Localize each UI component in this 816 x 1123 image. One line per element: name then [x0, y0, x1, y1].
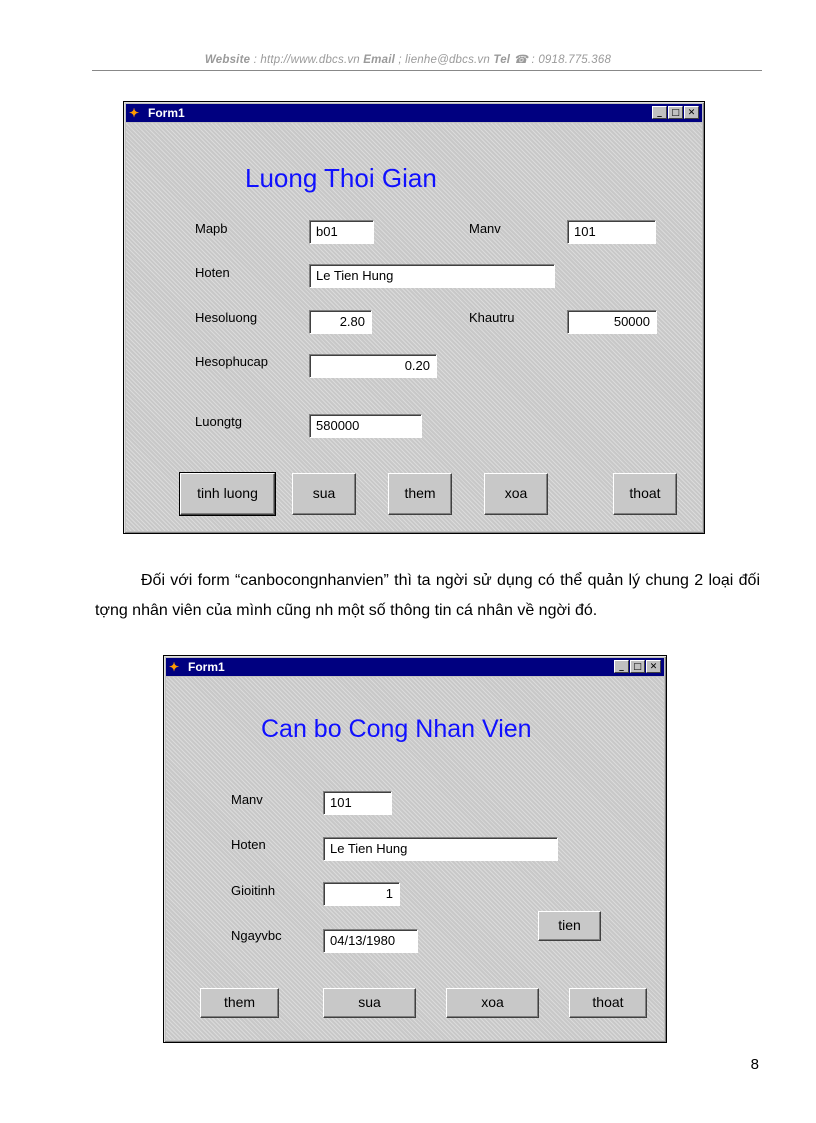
them-button[interactable]: them [200, 988, 279, 1018]
thoat-button[interactable]: thoat [613, 473, 677, 515]
hoten-label: Hoten [195, 265, 230, 280]
khautru-input[interactable]: 50000 [567, 310, 657, 334]
form2-heading: Can bo Cong Nhan Vien [261, 715, 532, 743]
website-value: : http://www.dbcs.vn [253, 54, 360, 66]
hoten-input[interactable]: Le Tien Hung [309, 264, 555, 288]
them-button[interactable]: them [388, 473, 452, 515]
sua-button[interactable]: sua [323, 988, 416, 1018]
close-button[interactable]: ✕ [684, 106, 699, 119]
hesoluong-label: Hesoluong [195, 310, 258, 325]
website-label: Website [204, 54, 251, 66]
hoten-input[interactable]: Le Tien Hung [323, 837, 558, 861]
maximize-button[interactable]: □ [668, 106, 683, 119]
hoten-label: Hoten [231, 837, 266, 852]
email-value: ; lienhe@dbcs.vn [398, 54, 490, 66]
mapb-label: Mapb [195, 221, 228, 236]
xoa-button[interactable]: xoa [484, 473, 548, 515]
khautru-label: Khautru [469, 310, 515, 325]
tien-button[interactable]: tien [538, 911, 601, 941]
manv-label: Manv [231, 792, 263, 807]
hesoluong-input[interactable]: 2.80 [309, 310, 372, 334]
thoat-button[interactable]: thoat [569, 988, 647, 1018]
tel-label: Tel [493, 54, 511, 66]
gioitinh-label: Gioitinh [231, 883, 276, 898]
sua-button[interactable]: sua [292, 473, 356, 515]
gioitinh-input[interactable]: 1 [323, 882, 400, 906]
ngayvbc-label: Ngayvbc [231, 928, 282, 943]
page-header [0, 52, 816, 66]
email-label: Email [363, 54, 395, 66]
form2-title: Form1 [188, 660, 225, 674]
hesophucap-input[interactable]: 0.20 [309, 354, 437, 378]
ngayvbc-input[interactable]: 04/13/1980 [323, 929, 418, 953]
form1-heading: Luong Thoi Gian [245, 163, 437, 193]
close-button[interactable]: ✕ [646, 660, 661, 673]
page-number: 8 [750, 1056, 759, 1073]
paragraph-text: Đối với form “canbocongnhanvien” thì ta ngời sử dụng có thể quản lý chung 2 loại đối tợng nhân viên của mình cũng nh một số thông tin cá nhân về ngời đó. [95, 572, 760, 619]
luongtg-input[interactable]: 580000 [309, 414, 422, 438]
manv-input[interactable]: 101 [323, 791, 392, 815]
minimize-button[interactable]: _ [614, 660, 629, 673]
form1-window [123, 101, 705, 534]
mapb-input[interactable]: b01 [309, 220, 374, 244]
fox-app-icon: ✦ [129, 106, 140, 120]
manv-label: Manv [469, 221, 501, 236]
header-divider [92, 70, 762, 71]
minimize-button[interactable]: _ [652, 106, 667, 119]
form1-title: Form1 [148, 106, 185, 120]
manv-input[interactable]: 101 [567, 220, 656, 244]
maximize-button[interactable]: □ [630, 660, 645, 673]
form2-titlebar[interactable] [166, 658, 664, 676]
xoa-button[interactable]: xoa [446, 988, 539, 1018]
tinh-luong-button[interactable]: tinh luong [180, 473, 275, 515]
form2-window [163, 655, 667, 1043]
fox-app-icon: ✦ [169, 660, 180, 674]
phone-icon: ☎ [513, 54, 529, 66]
hesophucap-label: Hesophucap [195, 354, 268, 369]
body-paragraph [95, 566, 760, 626]
tel-value: : 0918.775.368 [531, 54, 612, 66]
luongtg-label: Luongtg [195, 414, 242, 429]
form1-titlebar[interactable] [126, 104, 702, 122]
form2-body [166, 677, 664, 1040]
form1-body [126, 123, 702, 531]
